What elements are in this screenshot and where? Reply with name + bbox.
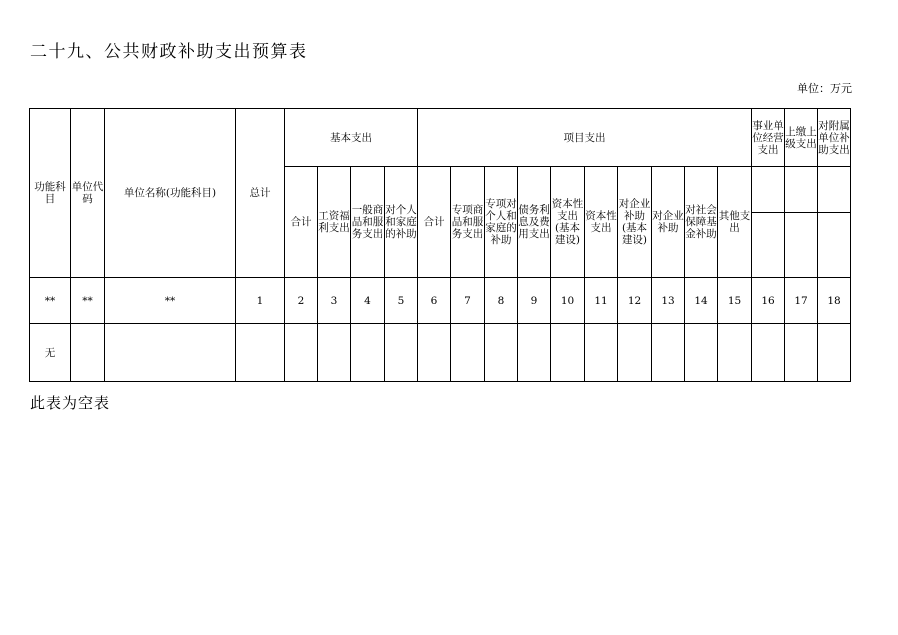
index-number: 14 <box>685 278 718 324</box>
header-enterprise-ops: 事业单位经营支出 <box>752 109 785 167</box>
empty-header-cell <box>752 213 785 278</box>
header-basic: 基本支出 <box>285 109 418 167</box>
index-number: 11 <box>585 278 618 324</box>
index-number: 7 <box>451 278 485 324</box>
index-cell: ** <box>30 278 71 324</box>
empty-table-note: 此表为空表 <box>30 394 111 412</box>
data-cell <box>285 324 318 382</box>
data-cell <box>618 324 652 382</box>
empty-header-cell <box>752 167 785 213</box>
data-cell <box>518 324 551 382</box>
data-cell <box>485 324 518 382</box>
empty-header-cell <box>818 167 851 213</box>
unit-label: 单位：万元 <box>797 82 852 95</box>
header-subsidiary: 对附属单位补助支出 <box>818 109 851 167</box>
project-sub-header: 专项商品和服务支出 <box>451 167 485 278</box>
index-number: 12 <box>618 278 652 324</box>
data-cell <box>685 324 718 382</box>
data-cell <box>718 324 752 382</box>
header-unit-name: 单位名称(功能科目) <box>105 109 236 278</box>
project-sub-header: 资本性支出(基本建设) <box>551 167 585 278</box>
header-project: 项目支出 <box>418 109 752 167</box>
header-total: 总计 <box>236 109 285 278</box>
project-sub-header: 债务利息及费用支出 <box>518 167 551 278</box>
budget-table <box>29 108 851 382</box>
index-number: 8 <box>485 278 518 324</box>
basic-sub-header: 合计 <box>285 167 318 278</box>
data-cell <box>551 324 585 382</box>
index-number: 18 <box>818 278 851 324</box>
data-cell <box>585 324 618 382</box>
index-number: 13 <box>652 278 685 324</box>
header-higher-pay: 上缴上级支出 <box>785 109 818 167</box>
basic-sub-header: 一般商品和服务支出 <box>351 167 385 278</box>
index-number: 6 <box>418 278 451 324</box>
data-cell <box>351 324 385 382</box>
index-number: 2 <box>285 278 318 324</box>
index-number: 17 <box>785 278 818 324</box>
data-cell <box>818 324 851 382</box>
project-sub-header: 对社会保障基金补助 <box>685 167 718 278</box>
data-cell <box>785 324 818 382</box>
index-number: 4 <box>351 278 385 324</box>
index-cell: ** <box>105 278 236 324</box>
empty-header-cell <box>785 167 818 213</box>
data-cell <box>318 324 351 382</box>
data-cell <box>652 324 685 382</box>
index-number: 9 <box>518 278 551 324</box>
project-sub-header: 合计 <box>418 167 451 278</box>
page-title: 二十九、公共财政补助支出预算表 <box>30 42 308 62</box>
project-sub-header: 资本性支出 <box>585 167 618 278</box>
data-cell <box>385 324 418 382</box>
index-number: 15 <box>718 278 752 324</box>
project-sub-header: 对企业补助(基本建设) <box>618 167 652 278</box>
project-sub-header: 对企业补助 <box>652 167 685 278</box>
index-number: 5 <box>385 278 418 324</box>
data-cell <box>236 324 285 382</box>
header-func-code: 功能科目 <box>30 109 71 278</box>
basic-sub-header: 工资福利支出 <box>318 167 351 278</box>
basic-sub-header: 对个人和家庭的补助 <box>385 167 418 278</box>
project-sub-header: 专项对个人和家庭的补助 <box>485 167 518 278</box>
header-unit-code: 单位代码 <box>71 109 105 278</box>
data-cell <box>418 324 451 382</box>
index-number: 1 <box>236 278 285 324</box>
empty-header-cell <box>785 213 818 278</box>
index-cell: ** <box>71 278 105 324</box>
index-number: 10 <box>551 278 585 324</box>
data-cell <box>105 324 236 382</box>
index-number: 16 <box>752 278 785 324</box>
data-cell <box>451 324 485 382</box>
empty-header-cell <box>818 213 851 278</box>
project-sub-header: 其他支出 <box>718 167 752 278</box>
data-cell: 无 <box>30 324 71 382</box>
data-cell <box>752 324 785 382</box>
data-cell <box>71 324 105 382</box>
index-number: 3 <box>318 278 351 324</box>
